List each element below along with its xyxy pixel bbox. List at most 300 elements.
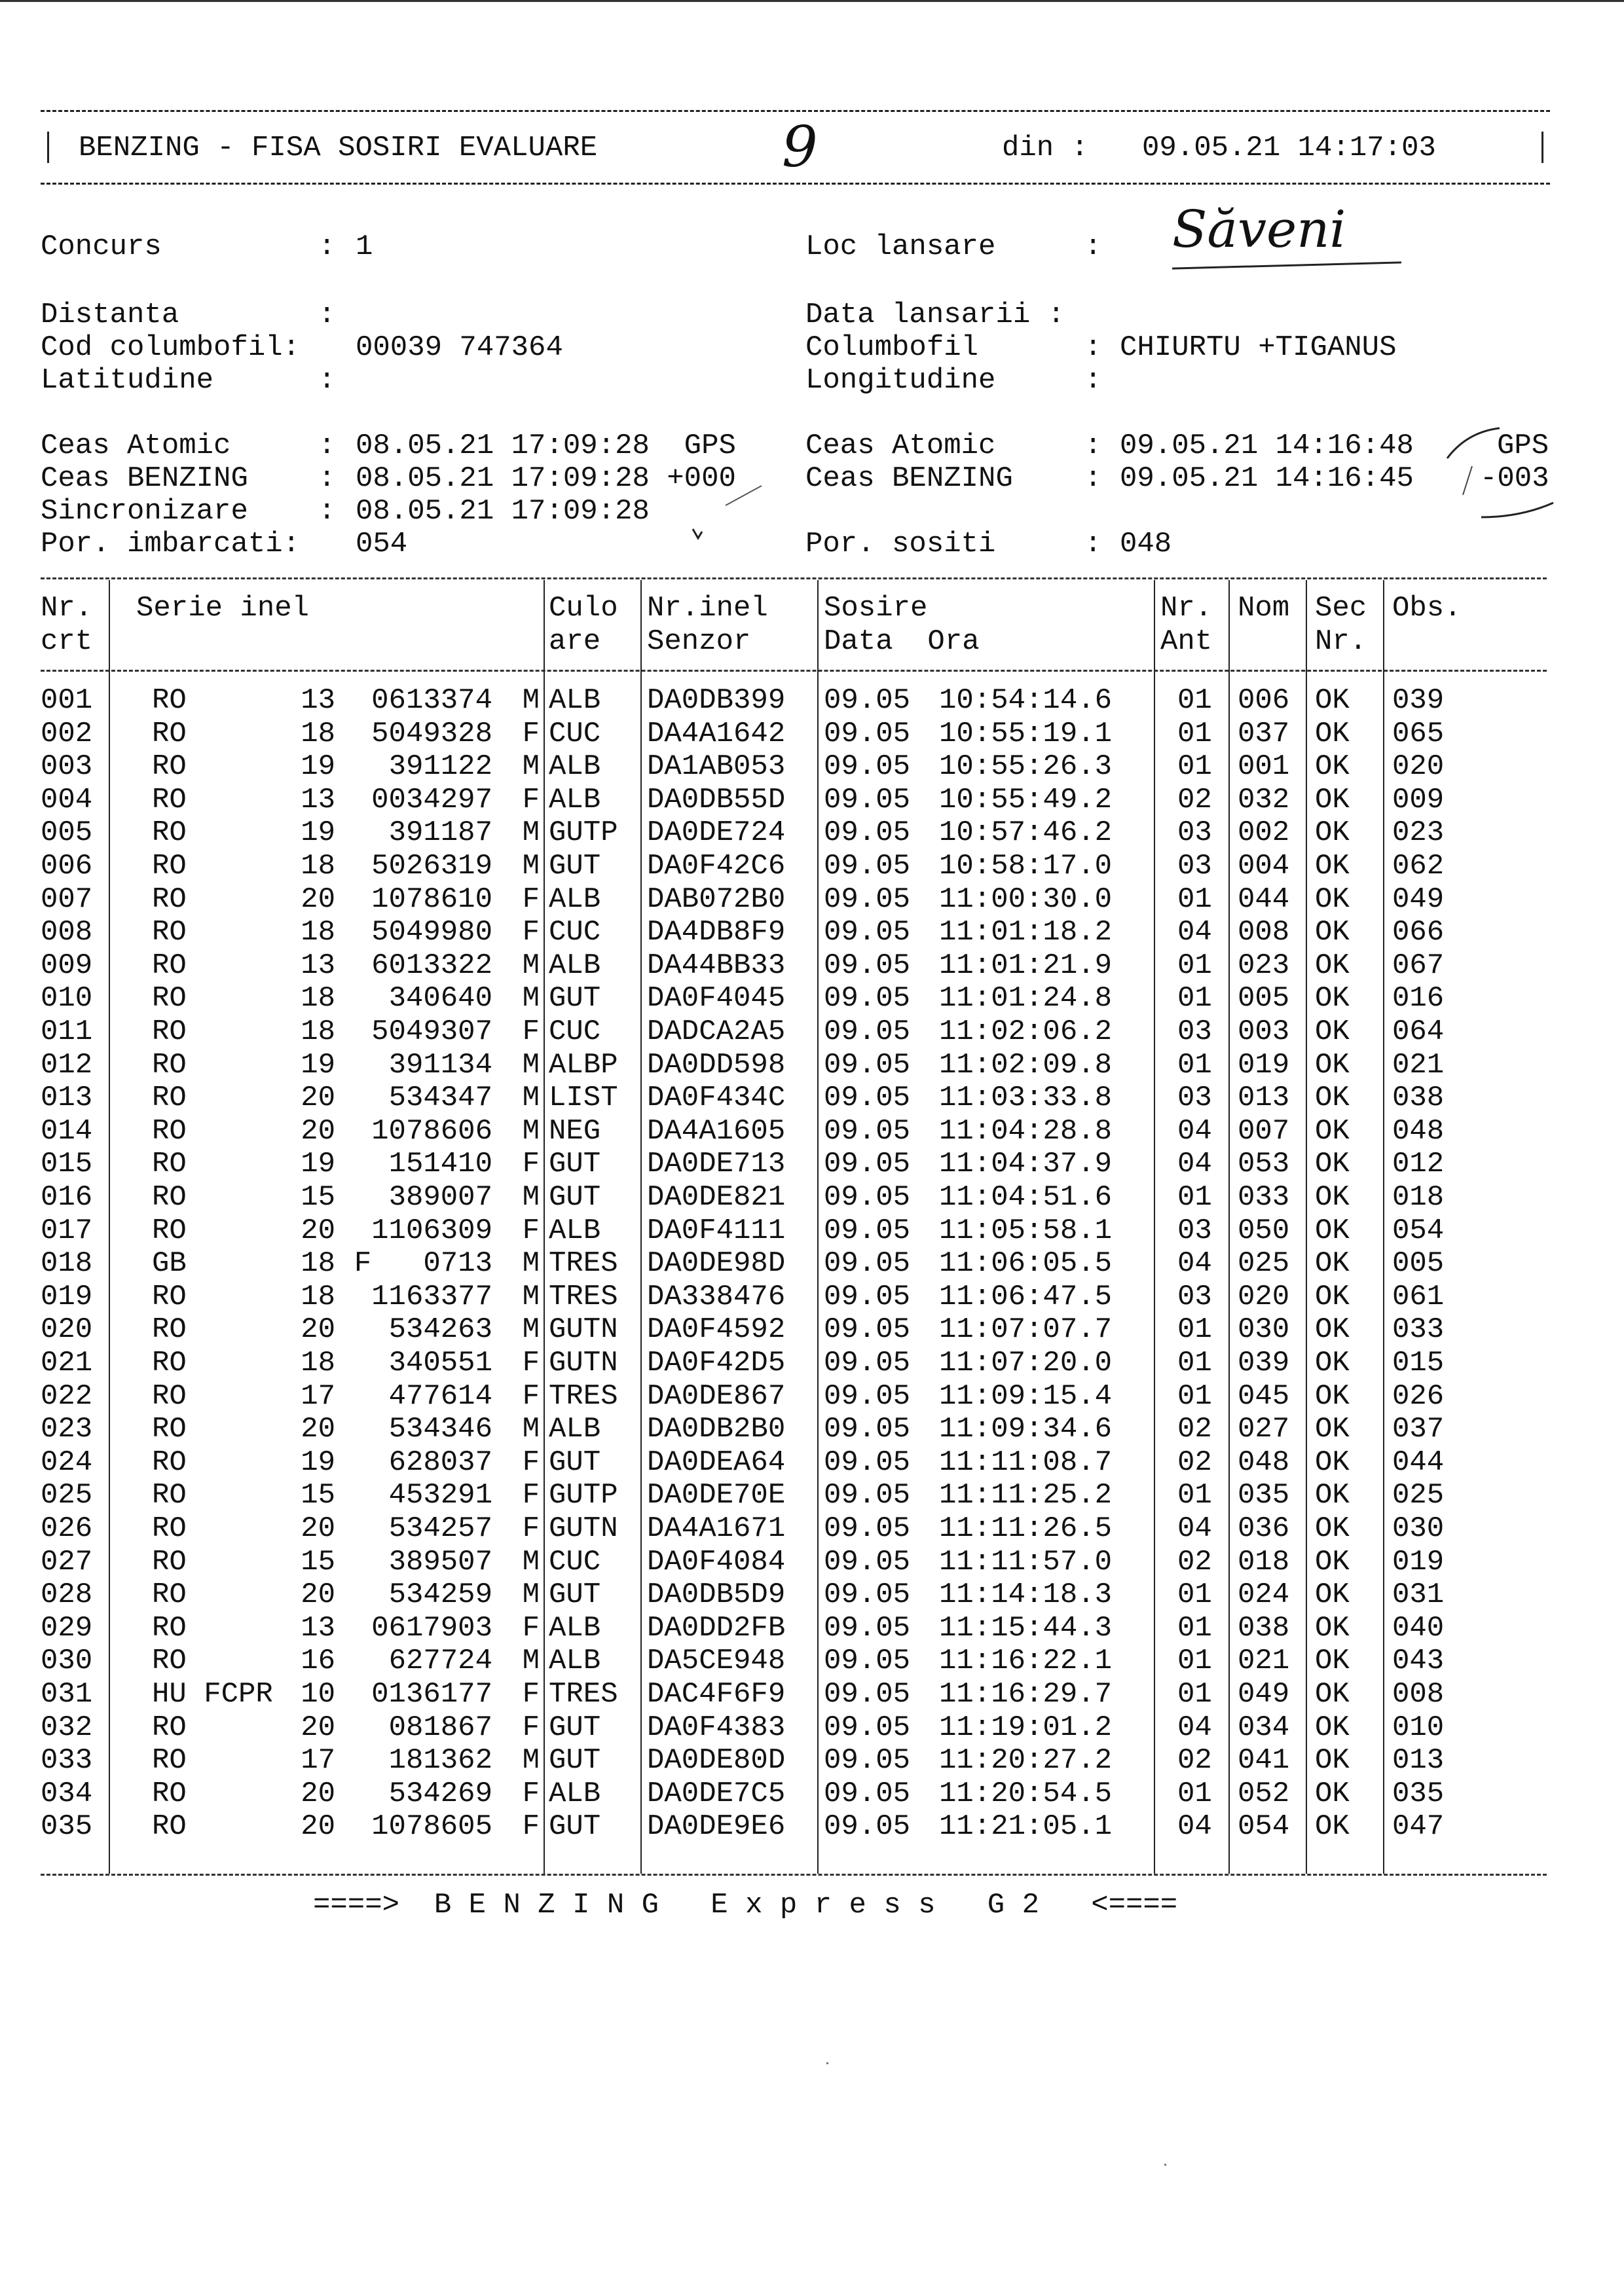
cell-nr: 010 [41, 982, 93, 1015]
cell-data: 09.05 [824, 783, 911, 816]
cell-senzor: DA0F4592 [647, 1313, 786, 1347]
cell-sec: OK [1315, 750, 1350, 784]
cell-an: 20 [301, 1512, 335, 1545]
cell-serie: 627724 [388, 1645, 492, 1678]
cell-ora: 11:16:22.1 [939, 1645, 1113, 1678]
cell-data: 09.05 [824, 1611, 911, 1645]
cell-obs: 009 [1392, 783, 1445, 816]
cell-nom: 048 [1238, 1446, 1290, 1479]
por-imbarcati-label: Por. imbarcati: [41, 528, 301, 560]
hdr-nr-ant: Nr. [1160, 592, 1213, 625]
cell-an: 15 [301, 1545, 335, 1578]
cell-tara: RO [152, 1611, 187, 1645]
cell-nom: 035 [1238, 1479, 1290, 1512]
cell-data: 09.05 [824, 982, 911, 1015]
cell-sec: OK [1315, 1744, 1350, 1777]
cell-data: 09.05 [824, 1810, 911, 1844]
cell-senzor: DA4DB8F9 [647, 916, 786, 949]
cell-serie: 1078610 [371, 883, 492, 916]
cell-serie: 628037 [388, 1446, 492, 1479]
cell-tara: GB [152, 1247, 187, 1281]
table-row [41, 1744, 1547, 1777]
ceas-atomic-right-label: Ceas Atomic [805, 429, 996, 462]
cell-ant: 04 [1177, 1247, 1212, 1281]
cell-senzor: DA0F434C [647, 1082, 786, 1115]
cell-sec: OK [1315, 1777, 1350, 1810]
cell-ant: 01 [1177, 717, 1212, 750]
cell-culoare: GUT [549, 1711, 601, 1744]
cell-ora: 11:09:34.6 [939, 1413, 1113, 1446]
cell-nom: 023 [1238, 949, 1290, 982]
loc-lansare-handwritten: Săveni [1172, 200, 1346, 259]
cell-an: 18 [301, 1015, 335, 1048]
cell-ant: 01 [1177, 684, 1212, 717]
pen-curve-003 [1481, 503, 1553, 517]
cell-ant: 03 [1177, 1082, 1212, 1115]
cell-nom: 036 [1238, 1512, 1290, 1545]
cell-ora: 11:11:26.5 [939, 1512, 1113, 1545]
cell-serie: 340640 [388, 982, 492, 1015]
cell-sex: M [522, 1247, 540, 1281]
table-row [41, 684, 1547, 718]
cell-senzor: DA0DE867 [647, 1379, 786, 1413]
cell-data: 09.05 [824, 1512, 911, 1545]
cell-ant: 01 [1177, 1313, 1212, 1347]
cell-nr: 017 [41, 1214, 93, 1247]
report-title: BENZING - FISA SOSIRI EVALUARE [79, 132, 598, 164]
cell-data: 09.05 [824, 1114, 911, 1148]
column-separator [817, 580, 819, 1874]
cell-serie: 453291 [388, 1479, 492, 1512]
cell-obs: 039 [1392, 684, 1445, 717]
cell-sex: F [522, 1379, 540, 1413]
cell-nom: 052 [1238, 1777, 1290, 1810]
cell-sex: M [522, 1048, 540, 1082]
column-separator [1228, 580, 1230, 1874]
cell-sex: M [522, 850, 540, 883]
longitudine-label: Longitudine [805, 364, 996, 397]
table-row [41, 718, 1547, 751]
cell-data: 09.05 [824, 1744, 911, 1777]
cell-ora: 11:15:44.3 [939, 1611, 1113, 1645]
cell-sec: OK [1315, 1082, 1350, 1115]
cell-senzor: DA0DE98D [647, 1247, 786, 1281]
sincronizare-label: Sincronizare [41, 495, 248, 528]
cell-sex: F [522, 1347, 540, 1379]
cell-senzor: DA0DB5D9 [647, 1578, 786, 1612]
ceas-benzing-colon: : [318, 462, 336, 495]
cell-ant: 01 [1177, 883, 1212, 916]
cell-obs: 043 [1392, 1645, 1445, 1678]
cell-serie: 534257 [388, 1512, 492, 1545]
cell-serie: 1163377 [371, 1280, 492, 1313]
cell-data: 09.05 [824, 883, 911, 916]
table-row [41, 1281, 1547, 1314]
cell-senzor: DA0F4084 [647, 1545, 786, 1578]
cell-senzor: DA0DB2B0 [647, 1413, 786, 1446]
cell-an: 16 [301, 1645, 335, 1678]
cell-sec: OK [1315, 1015, 1350, 1048]
cell-ant: 01 [1177, 1578, 1212, 1612]
table-row [41, 816, 1547, 850]
hdr-sosire: Sosire [824, 592, 928, 625]
por-imbarcati-value: 054 [356, 528, 408, 560]
table-row [41, 1678, 1547, 1711]
cell-an: 20 [301, 1777, 335, 1810]
cell-culoare: ALB [549, 684, 601, 717]
table-row [41, 1711, 1547, 1745]
cell-data: 09.05 [824, 1048, 911, 1082]
cell-obs: 066 [1392, 916, 1445, 949]
cell-data: 09.05 [824, 1711, 911, 1744]
cell-an: 20 [301, 1711, 335, 1744]
cell-sec: OK [1315, 1181, 1350, 1214]
cell-data: 09.05 [824, 1379, 911, 1413]
cell-ant: 01 [1177, 1048, 1212, 1082]
cell-sec: OK [1315, 1678, 1350, 1711]
sincronizare-colon: : [318, 495, 336, 528]
handwritten-marks [0, 0, 1624, 589]
cell-nom: 001 [1238, 750, 1290, 784]
por-sositi-label: Por. sositi [805, 528, 996, 560]
table-row [41, 850, 1547, 883]
cell-sec: OK [1315, 816, 1350, 850]
cell-nr: 024 [41, 1446, 93, 1479]
cell-an: 19 [301, 1446, 335, 1479]
cell-nom: 053 [1238, 1148, 1290, 1181]
cell-ant: 01 [1177, 1347, 1212, 1379]
table-row [41, 1181, 1547, 1214]
cell-sex: F [522, 717, 540, 750]
hdr-serie: Serie inel [136, 592, 310, 625]
cell-serie: F 0713 [354, 1247, 492, 1281]
table-row [41, 1380, 1547, 1413]
cell-nom: 039 [1238, 1347, 1290, 1379]
cell-sec: OK [1315, 1280, 1350, 1313]
cell-sec: OK [1315, 717, 1350, 750]
cell-ant: 02 [1177, 1413, 1212, 1446]
column-separator [109, 580, 110, 1874]
cell-nom: 020 [1238, 1280, 1290, 1313]
cell-serie: 0034297 [371, 783, 492, 816]
cell-serie: 1106309 [371, 1214, 492, 1247]
cell-culoare: CUC [549, 717, 601, 750]
cell-obs: 038 [1392, 1082, 1445, 1115]
cell-nr: 022 [41, 1379, 93, 1413]
cell-an: 13 [301, 1611, 335, 1645]
cell-serie: 5049980 [371, 916, 492, 949]
cell-tara: RO [152, 1347, 187, 1379]
cell-senzor: DA0DE70E [647, 1479, 786, 1512]
cell-obs: 033 [1392, 1313, 1445, 1347]
cell-data: 09.05 [824, 1545, 911, 1578]
cell-ora: 11:06:47.5 [939, 1280, 1113, 1313]
cell-ora: 10:57:46.2 [939, 816, 1113, 850]
cell-nom: 037 [1238, 717, 1290, 750]
hdr-culoare: Culo [549, 592, 618, 625]
cell-nom: 018 [1238, 1545, 1290, 1578]
cell-senzor: DA4A1671 [647, 1512, 786, 1545]
cell-senzor: DA0F4111 [647, 1214, 786, 1247]
cell-data: 09.05 [824, 1479, 911, 1512]
table-row [41, 1049, 1547, 1082]
cell-senzor: DA0DE80D [647, 1744, 786, 1777]
table-row [41, 1413, 1547, 1446]
column-separator [1306, 580, 1307, 1874]
cell-culoare: ALB [549, 949, 601, 982]
por-sositi-value: 048 [1120, 528, 1172, 560]
scan-dot [826, 2062, 828, 2064]
cell-obs: 026 [1392, 1379, 1445, 1413]
cell-nr: 007 [41, 883, 93, 916]
cell-obs: 037 [1392, 1413, 1445, 1446]
cell-ant: 01 [1177, 1611, 1212, 1645]
cell-nom: 034 [1238, 1711, 1290, 1744]
cell-tara: RO [152, 1181, 187, 1214]
cell-an: 17 [301, 1379, 335, 1413]
table-row [41, 1313, 1547, 1347]
cell-culoare: GUTN [549, 1512, 618, 1545]
cell-sec: OK [1315, 949, 1350, 982]
cell-sex: F [522, 1678, 540, 1711]
cell-obs: 021 [1392, 1048, 1445, 1082]
cell-nom: 005 [1238, 982, 1290, 1015]
cell-data: 09.05 [824, 816, 911, 850]
cell-data: 09.05 [824, 1678, 911, 1711]
distanta-colon: : [318, 299, 336, 331]
cell-sec: OK [1315, 916, 1350, 949]
cell-ora: 11:04:37.9 [939, 1148, 1113, 1181]
cell-nr: 021 [41, 1347, 93, 1379]
cell-sex: M [522, 1082, 540, 1115]
cell-nom: 045 [1238, 1379, 1290, 1413]
cell-an: 19 [301, 750, 335, 784]
cell-data: 09.05 [824, 684, 911, 717]
cell-ant: 02 [1177, 1744, 1212, 1777]
cell-culoare: CUC [549, 1545, 601, 1578]
cell-data: 09.05 [824, 1413, 911, 1446]
cell-nom: 024 [1238, 1578, 1290, 1612]
cell-nr: 025 [41, 1479, 93, 1512]
ceas-atomic-right-tag: GPS [1497, 429, 1549, 462]
latitudine-label: Latitudine [41, 364, 214, 397]
cell-obs: 064 [1392, 1015, 1445, 1048]
cell-sex: F [522, 1711, 540, 1744]
cell-obs: 061 [1392, 1280, 1445, 1313]
cell-senzor: DA4A1605 [647, 1114, 786, 1148]
hdr-nr: Nr. [41, 592, 93, 625]
longitudine-colon: : [1084, 364, 1102, 397]
cell-an: 17 [301, 1744, 335, 1777]
cell-culoare: GUTN [549, 1347, 618, 1379]
cell-sec: OK [1315, 1347, 1350, 1379]
cell-sex: M [522, 1545, 540, 1578]
cell-senzor: DA1AB053 [647, 750, 786, 784]
table-row [41, 1347, 1547, 1380]
footer-brand: ====> B E N Z I N G E x p r e s s G 2 <==== [313, 1889, 1178, 1922]
cell-tara: RO [152, 883, 187, 916]
cell-ant: 04 [1177, 1711, 1212, 1744]
cell-nom: 033 [1238, 1181, 1290, 1214]
ceas-atomic-right-colon: : [1084, 429, 1102, 462]
cell-an: 18 [301, 916, 335, 949]
cell-nom: 019 [1238, 1048, 1290, 1082]
table-row [41, 982, 1547, 1015]
cell-ora: 11:07:20.0 [939, 1347, 1113, 1379]
cell-culoare: ALB [549, 1777, 601, 1810]
cell-an: 20 [301, 1114, 335, 1148]
cell-nom: 003 [1238, 1015, 1290, 1048]
cell-obs: 023 [1392, 816, 1445, 850]
table-row [41, 1148, 1547, 1181]
cell-an: 20 [301, 1413, 335, 1446]
cell-nr: 027 [41, 1545, 93, 1578]
cell-sex: F [522, 1777, 540, 1810]
cell-culoare: TRES [549, 1379, 618, 1413]
cell-culoare: GUT [549, 1181, 601, 1214]
table-bottom-rule [41, 1874, 1547, 1876]
cell-sex: M [522, 1313, 540, 1347]
cell-data: 09.05 [824, 750, 911, 784]
cell-tara: RO [152, 1512, 187, 1545]
cell-an: 20 [301, 1082, 335, 1115]
cell-nr: 003 [41, 750, 93, 784]
cell-obs: 012 [1392, 1148, 1445, 1181]
table-row [41, 1082, 1547, 1115]
cell-ant: 01 [1177, 1379, 1212, 1413]
cell-obs: 062 [1392, 850, 1445, 883]
cell-senzor: DA0DB399 [647, 684, 786, 717]
cell-an: 19 [301, 816, 335, 850]
cell-obs: 065 [1392, 717, 1445, 750]
cell-culoare: ALB [549, 1611, 601, 1645]
cell-tara: RO [152, 783, 187, 816]
cell-ant: 01 [1177, 949, 1212, 982]
cell-nr: 020 [41, 1313, 93, 1347]
cell-senzor: DA0DD598 [647, 1048, 786, 1082]
cell-ora: 11:11:57.0 [939, 1545, 1113, 1578]
columbofil-colon: : [1084, 331, 1102, 364]
cell-data: 09.05 [824, 949, 911, 982]
cell-sec: OK [1315, 850, 1350, 883]
cell-serie: 151410 [388, 1148, 492, 1181]
cell-obs: 031 [1392, 1578, 1445, 1612]
cell-culoare: ALB [549, 883, 601, 916]
cell-an: 13 [301, 684, 335, 717]
cell-tara: RO [152, 1379, 187, 1413]
concurs-value: 1 [356, 230, 373, 263]
cell-sex: F [522, 1512, 540, 1545]
cell-sec: OK [1315, 1645, 1350, 1678]
cell-serie: 0613374 [371, 684, 492, 717]
cell-senzor: DA0DEA64 [647, 1446, 786, 1479]
pen-arc-gps [1447, 428, 1500, 458]
cell-serie: 5049328 [371, 717, 492, 750]
cell-data: 09.05 [824, 1645, 911, 1678]
cell-nr: 034 [41, 1777, 93, 1810]
cell-an: 18 [301, 850, 335, 883]
cell-ora: 11:03:33.8 [939, 1082, 1113, 1115]
cell-nr: 031 [41, 1678, 93, 1711]
cell-an: 13 [301, 783, 335, 816]
cell-obs: 035 [1392, 1777, 1445, 1810]
cell-sex: M [522, 1645, 540, 1678]
cell-nom: 032 [1238, 783, 1290, 816]
cell-ant: 03 [1177, 850, 1212, 883]
cell-obs: 044 [1392, 1446, 1445, 1479]
cell-obs: 030 [1392, 1512, 1445, 1545]
table-row [41, 1479, 1547, 1512]
cell-sex: M [522, 1744, 540, 1777]
cell-culoare: GUTN [549, 1313, 618, 1347]
cell-ant: 04 [1177, 916, 1212, 949]
cell-serie: 534346 [388, 1413, 492, 1446]
cell-an: 20 [301, 883, 335, 916]
cell-senzor: DA44BB33 [647, 949, 786, 982]
cell-culoare: GUT [549, 1148, 601, 1181]
cell-ant: 01 [1177, 1181, 1212, 1214]
cell-tara: RO [152, 1114, 187, 1148]
cell-culoare: GUT [549, 1578, 601, 1612]
cell-nr: 012 [41, 1048, 93, 1082]
cell-serie: 181362 [388, 1744, 492, 1777]
cell-ant: 04 [1177, 1810, 1212, 1844]
cell-sec: OK [1315, 1379, 1350, 1413]
cell-culoare: GUTP [549, 1479, 618, 1512]
cell-tara: RO [152, 1479, 187, 1512]
pen-stroke-sync [726, 486, 762, 505]
cell-data: 09.05 [824, 717, 911, 750]
handwritten-page-number: 9 [782, 115, 818, 180]
cell-sex: M [522, 1578, 540, 1612]
cell-nom: 008 [1238, 916, 1290, 949]
cell-senzor: DA0DE713 [647, 1148, 786, 1181]
cell-serie: 534263 [388, 1313, 492, 1347]
cell-nom: 050 [1238, 1214, 1290, 1247]
cell-sex: F [522, 1810, 540, 1844]
cell-sex: F [522, 1479, 540, 1512]
distanta-label: Distanta [41, 299, 179, 331]
cell-nr: 019 [41, 1280, 93, 1313]
cell-sex: F [522, 1214, 540, 1247]
table-header-row-2 [41, 625, 1547, 659]
pen-tick-mark [693, 529, 702, 538]
cell-senzor: DAB072B0 [647, 883, 786, 916]
table-row [41, 1546, 1547, 1579]
cell-senzor: DA338476 [647, 1280, 786, 1313]
cell-culoare: GUT [549, 1744, 601, 1777]
cell-tara: RO [152, 717, 187, 750]
cell-data: 09.05 [824, 1214, 911, 1247]
cell-tara: RO [152, 1048, 187, 1082]
cell-culoare: GUT [549, 1446, 601, 1479]
cell-ant: 02 [1177, 1446, 1212, 1479]
cell-obs: 010 [1392, 1711, 1445, 1744]
cell-obs: 040 [1392, 1611, 1445, 1645]
hdr-sec-nr: Nr. [1315, 625, 1367, 658]
cell-ora: 10:55:19.1 [939, 717, 1113, 750]
cell-serie: 389507 [388, 1545, 492, 1578]
column-separator [640, 580, 642, 1874]
cell-culoare: ALB [549, 1413, 601, 1446]
ceas-benzing-right-colon: : [1084, 462, 1102, 495]
cell-sec: OK [1315, 1247, 1350, 1281]
cell-ora: 11:01:24.8 [939, 982, 1113, 1015]
cell-obs: 025 [1392, 1479, 1445, 1512]
table-row [41, 1214, 1547, 1248]
cell-sex: F [522, 883, 540, 916]
cell-serie: 534269 [388, 1777, 492, 1810]
